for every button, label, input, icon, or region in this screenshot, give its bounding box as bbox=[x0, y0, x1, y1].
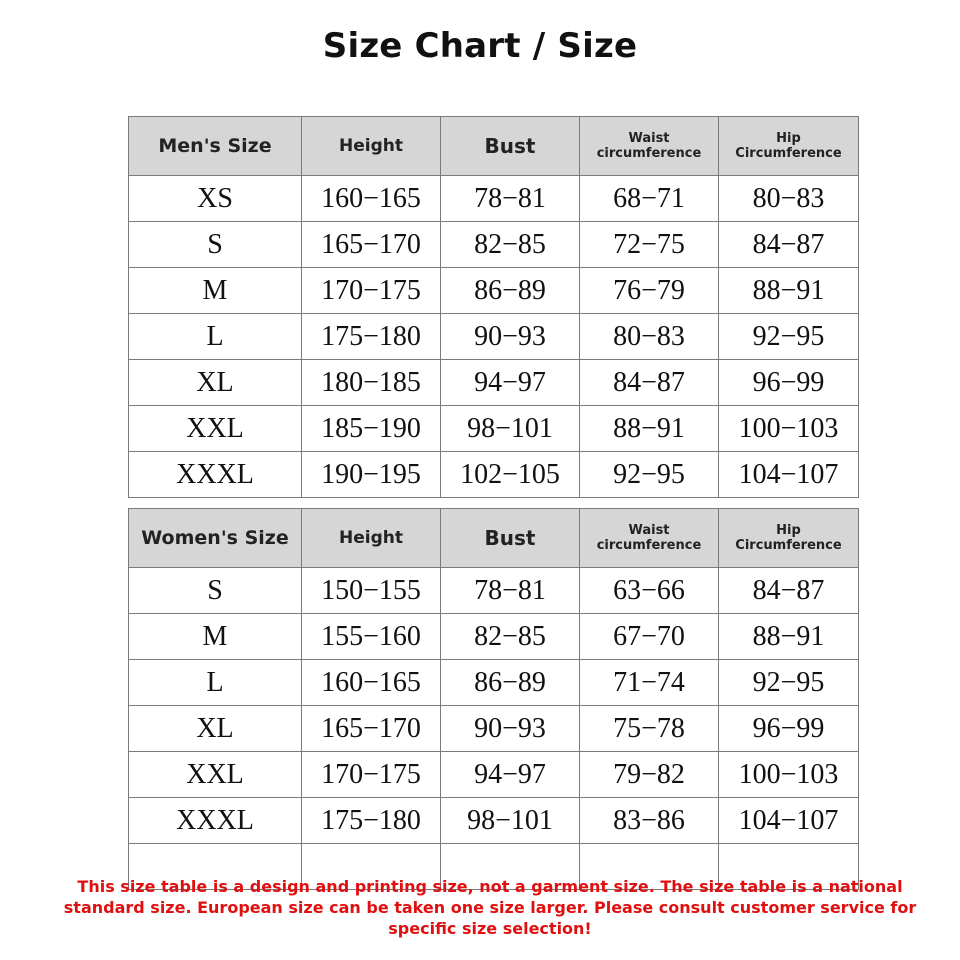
size-cell: M bbox=[129, 614, 302, 660]
page-title: Size Chart / Size bbox=[322, 26, 638, 66]
table-row bbox=[129, 660, 859, 706]
header-waist-line1: Waist bbox=[628, 131, 670, 146]
header-bust: Bust bbox=[441, 117, 580, 176]
waist-cell: 76−79 bbox=[580, 268, 719, 314]
hip-cell: 104−107 bbox=[719, 798, 859, 844]
header-waist-line1: Waist bbox=[628, 523, 670, 538]
waist-cell: 67−70 bbox=[580, 614, 719, 660]
waist-cell: 71−74 bbox=[580, 660, 719, 706]
header-waist-line2: circumference bbox=[596, 146, 702, 161]
height-cell: 170−175 bbox=[302, 752, 441, 798]
height-cell: 185−190 bbox=[302, 406, 441, 452]
size-cell: XS bbox=[129, 176, 302, 222]
hip-cell: 88−91 bbox=[719, 614, 859, 660]
header-height: Height bbox=[302, 117, 441, 176]
bust-cell: 90−93 bbox=[441, 706, 580, 752]
header-height: Height bbox=[302, 509, 441, 568]
table-row bbox=[129, 798, 859, 844]
hip-cell: 92−95 bbox=[719, 314, 859, 360]
hip-cell: 84−87 bbox=[719, 222, 859, 268]
table-row bbox=[129, 706, 859, 752]
table-row bbox=[129, 568, 859, 614]
waist-cell: 80−83 bbox=[580, 314, 719, 360]
header-bust: Bust bbox=[441, 509, 580, 568]
height-cell: 155−160 bbox=[302, 614, 441, 660]
table-row bbox=[129, 406, 859, 452]
size-cell: L bbox=[129, 314, 302, 360]
bust-cell: 86−89 bbox=[441, 268, 580, 314]
bust-cell: 102−105 bbox=[441, 452, 580, 498]
height-cell: 175−180 bbox=[302, 798, 441, 844]
bust-cell: 78−81 bbox=[441, 568, 580, 614]
table-row bbox=[129, 222, 859, 268]
waist-cell: 92−95 bbox=[580, 452, 719, 498]
table-row bbox=[129, 176, 859, 222]
header-waist bbox=[580, 117, 719, 176]
bust-cell: 82−85 bbox=[441, 222, 580, 268]
height-cell: 190−195 bbox=[302, 452, 441, 498]
bust-cell: 86−89 bbox=[441, 660, 580, 706]
hip-cell: 104−107 bbox=[719, 452, 859, 498]
waist-cell: 75−78 bbox=[580, 706, 719, 752]
bust-cell: 82−85 bbox=[441, 614, 580, 660]
header-hip-line1: Hip bbox=[776, 131, 801, 146]
waist-cell: 83−86 bbox=[580, 798, 719, 844]
size-cell: S bbox=[129, 568, 302, 614]
size-cell: XXXL bbox=[129, 452, 302, 498]
hip-cell: 96−99 bbox=[719, 706, 859, 752]
height-cell: 150−155 bbox=[302, 568, 441, 614]
height-cell: 180−185 bbox=[302, 360, 441, 406]
size-cell: XXXL bbox=[129, 798, 302, 844]
bust-cell: 90−93 bbox=[441, 314, 580, 360]
bust-cell: 94−97 bbox=[441, 360, 580, 406]
header-size: Men's Size bbox=[129, 117, 302, 176]
table-header-row bbox=[129, 509, 859, 568]
height-cell: 170−175 bbox=[302, 268, 441, 314]
womens-size-table bbox=[128, 508, 859, 890]
table-header-row bbox=[129, 117, 859, 176]
table-row bbox=[129, 452, 859, 498]
waist-cell: 84−87 bbox=[580, 360, 719, 406]
header-hip-line1: Hip bbox=[776, 523, 801, 538]
header-waist-line2: circumference bbox=[596, 538, 702, 553]
hip-cell: 100−103 bbox=[719, 406, 859, 452]
height-cell: 160−165 bbox=[302, 660, 441, 706]
waist-cell: 72−75 bbox=[580, 222, 719, 268]
table-row bbox=[129, 752, 859, 798]
size-cell: XL bbox=[129, 360, 302, 406]
size-cell: S bbox=[129, 222, 302, 268]
waist-cell: 79−82 bbox=[580, 752, 719, 798]
waist-cell: 88−91 bbox=[580, 406, 719, 452]
hip-cell: 84−87 bbox=[719, 568, 859, 614]
waist-cell: 68−71 bbox=[580, 176, 719, 222]
header-hip bbox=[719, 509, 859, 568]
hip-cell: 96−99 bbox=[719, 360, 859, 406]
header-size: Women's Size bbox=[129, 509, 302, 568]
table-row bbox=[129, 314, 859, 360]
height-cell: 165−170 bbox=[302, 706, 441, 752]
bust-cell: 98−101 bbox=[441, 798, 580, 844]
mens-size-table bbox=[128, 116, 859, 498]
bust-cell: 78−81 bbox=[441, 176, 580, 222]
hip-cell: 92−95 bbox=[719, 660, 859, 706]
hip-cell: 80−83 bbox=[719, 176, 859, 222]
size-cell: XXL bbox=[129, 406, 302, 452]
bust-cell: 98−101 bbox=[441, 406, 580, 452]
waist-cell: 63−66 bbox=[580, 568, 719, 614]
size-disclaimer-note: This size table is a design and printing size, not a garment size. The size table is a national standard size. European size can be taken one size larger. Please consult customer service for specific size selection! bbox=[63, 877, 917, 938]
header-hip-line2: Circumference bbox=[735, 146, 842, 161]
table-row bbox=[129, 268, 859, 314]
table-row bbox=[129, 360, 859, 406]
size-cell: XL bbox=[129, 706, 302, 752]
header-hip bbox=[719, 117, 859, 176]
height-cell: 175−180 bbox=[302, 314, 441, 360]
header-waist bbox=[580, 509, 719, 568]
header-hip-line2: Circumference bbox=[735, 538, 842, 553]
height-cell: 160−165 bbox=[302, 176, 441, 222]
size-cell: XXL bbox=[129, 752, 302, 798]
hip-cell: 100−103 bbox=[719, 752, 859, 798]
hip-cell: 88−91 bbox=[719, 268, 859, 314]
bust-cell: 94−97 bbox=[441, 752, 580, 798]
size-cell: L bbox=[129, 660, 302, 706]
table-row bbox=[129, 614, 859, 660]
height-cell: 165−170 bbox=[302, 222, 441, 268]
size-cell: M bbox=[129, 268, 302, 314]
